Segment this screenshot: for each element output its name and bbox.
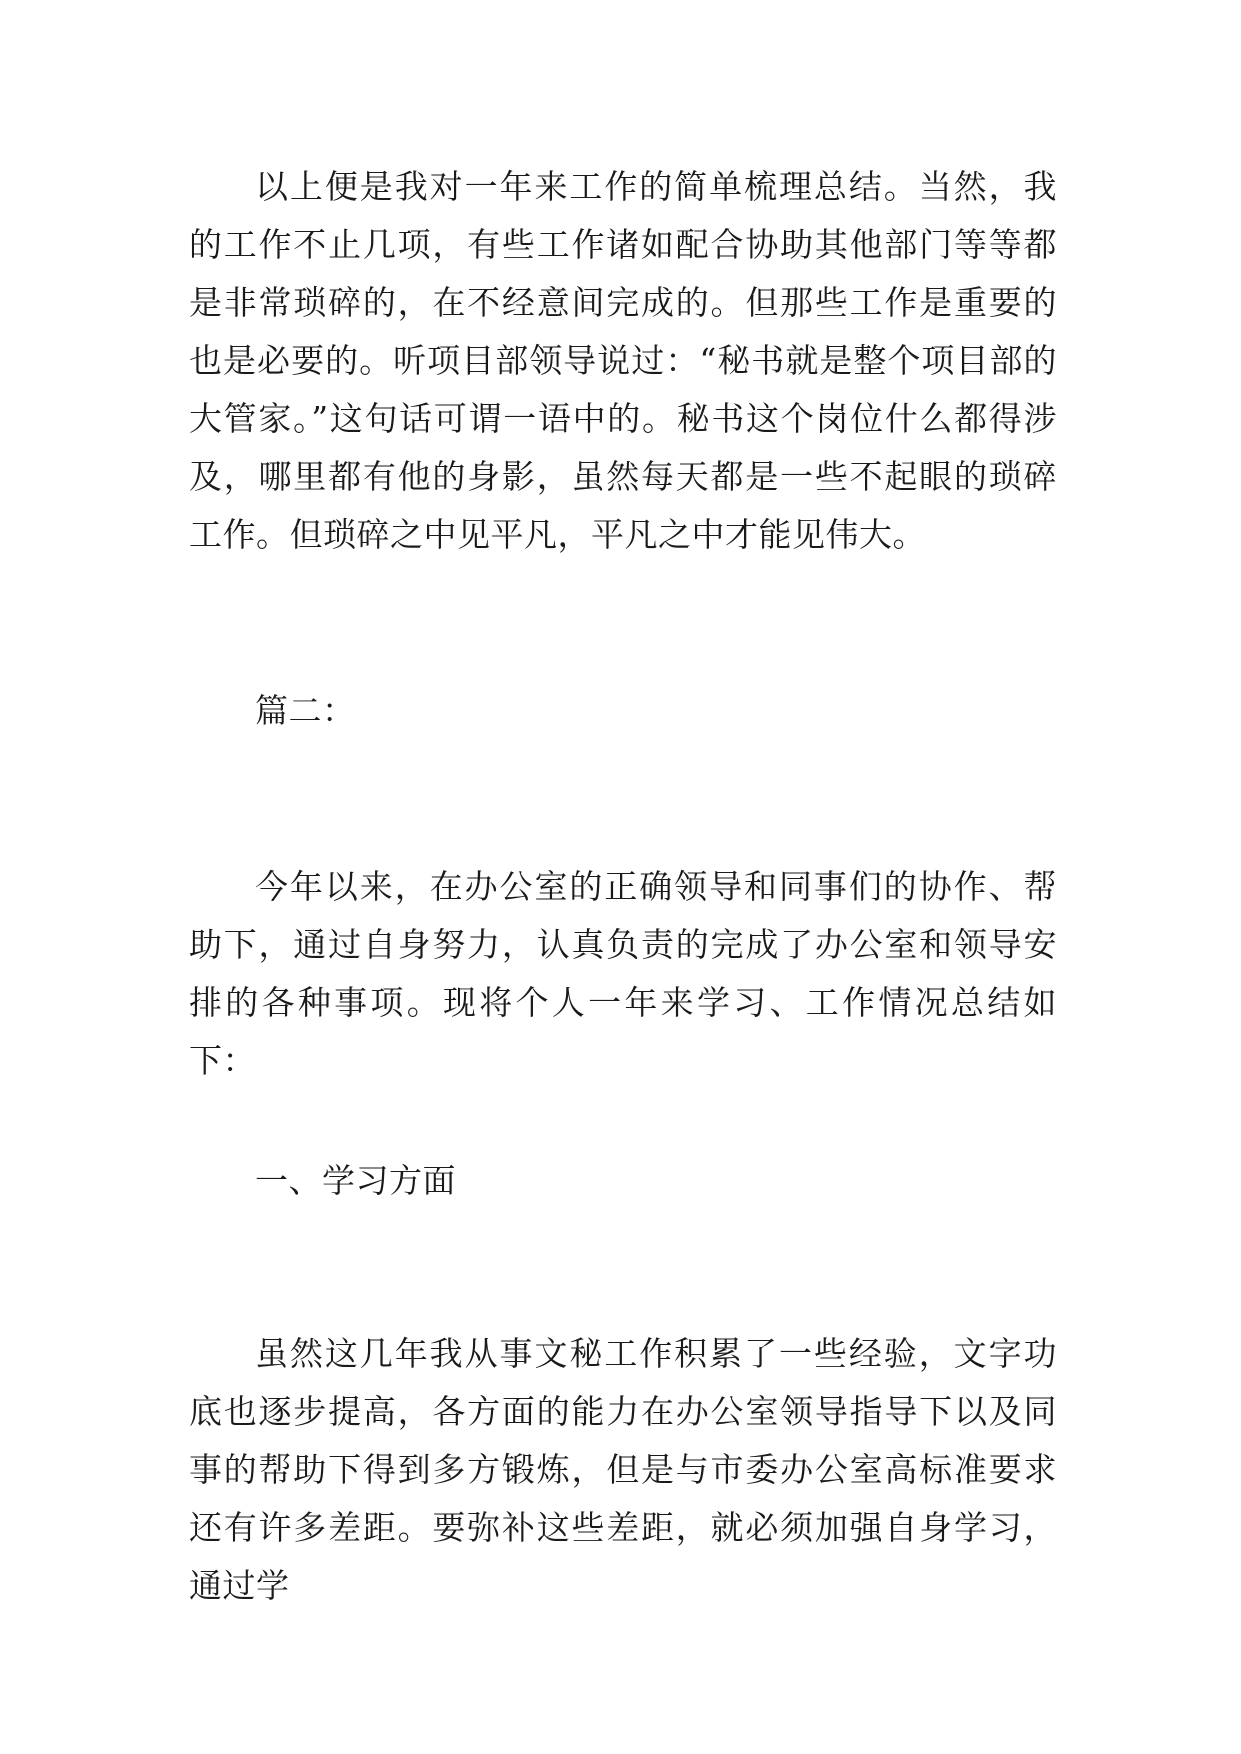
body-paragraph-study: 虽然这几年我从事文秘工作积累了一些经验，文字功底也逐步提高，各方面的能力在办公室领导指导下以及同事的帮助下得到多方锻炼，但是与市委办公室高标准要求还有许多差距。要弥补这些差距，就必须加强自身学习，通过学 xyxy=(189,1334,1057,1605)
body-paragraph-summary: 以上便是我对一年来工作的简单梳理总结。当然，我的工作不止几项，有些工作诸如配合协助其他部门等等都是非常琐碎的，在不经意间完成的。但那些工作是重要的也是必要的。听项目部领导说过：“秘书就是整个项目部的大管家。”这句话可谓一语中的。秘书这个岗位什么都得涉及，哪里都有他的身影，虽然每天都是一些不起眼的琐碎工作。但琐碎之中见平凡，平凡之中才能见伟大。 xyxy=(189,167,1057,554)
section-title-part-two: 篇二： xyxy=(255,691,356,730)
body-paragraph-intro: 今年以来，在办公室的正确领导和同事们的协作、帮助下，通过自身努力，认真负责的完成了办公室和领导安排的各种事项。现将个人一年来学习、工作情况总结如下： xyxy=(189,867,1057,1080)
section-heading-study: 一、学习方面 xyxy=(255,1161,456,1200)
